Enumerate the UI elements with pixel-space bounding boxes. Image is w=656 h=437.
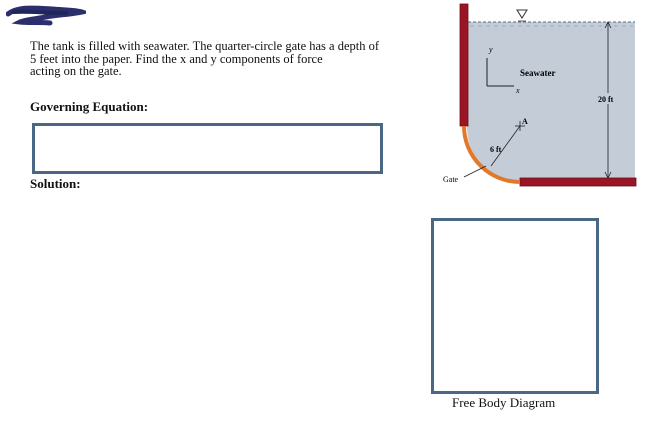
tank-wall-left xyxy=(460,4,468,126)
free-body-diagram-box[interactable] xyxy=(431,218,599,394)
governing-equation-input[interactable] xyxy=(32,123,383,174)
free-body-diagram-caption: Free Body Diagram xyxy=(452,395,556,410)
point-a-label: A xyxy=(522,117,528,126)
free-surface-symbol xyxy=(517,10,527,18)
solution-heading: Solution: xyxy=(30,176,81,191)
radius-label: 6 ft xyxy=(490,145,502,154)
logo-scribble xyxy=(6,2,86,28)
seawater-label: Seawater xyxy=(520,68,556,78)
problem-line: 5 feet into the paper. Find the x and y components of force xyxy=(30,51,323,66)
axis-x-label: x xyxy=(516,86,520,95)
problem-line: The tank is filled with seawater. The quarter-circle gate has a depth of xyxy=(30,39,380,53)
governing-equation-heading: Governing Equation: xyxy=(30,99,149,114)
axis-y-label: y xyxy=(489,45,493,54)
tank-floor xyxy=(520,178,636,186)
problem-statement xyxy=(30,40,430,78)
height-label: 20 ft xyxy=(598,95,614,104)
gate-label: Gate xyxy=(443,175,459,184)
problem-line: acting on the gate. xyxy=(30,64,122,78)
tank-figure xyxy=(430,0,656,200)
